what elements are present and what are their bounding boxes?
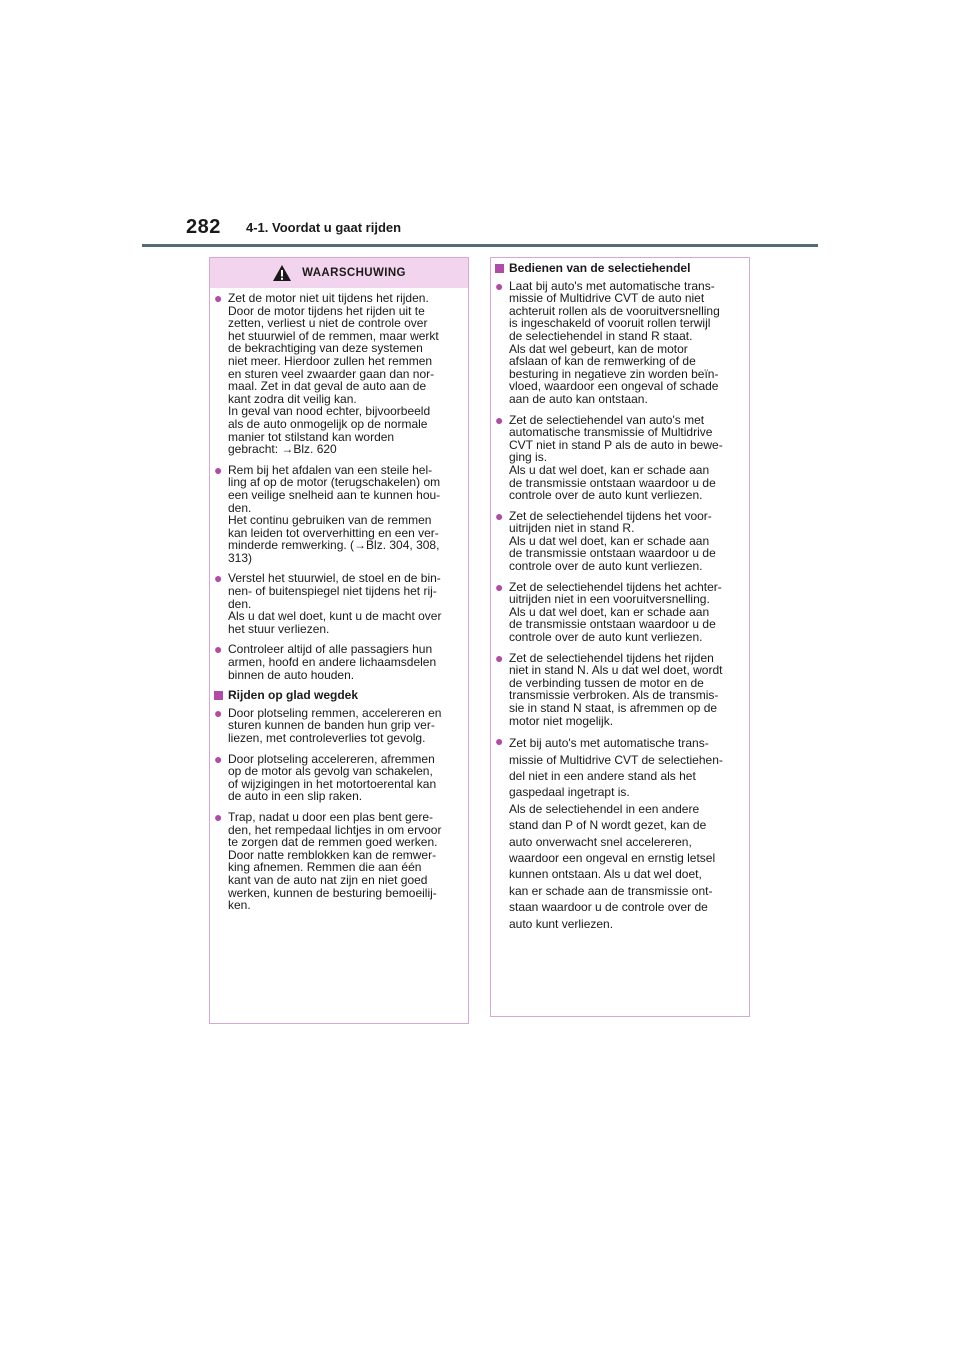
heading-text: Bedienen van de selectiehendel (509, 261, 691, 275)
list-item (214, 643, 460, 681)
item-text: Zet de selectiehendel tijdens het voor- uitrijden niet in stand R. Als u dat wel doet, kan er schade aan de transmissie ontstaan waardoor u de controle over de auto kunt verliezen. (509, 508, 716, 574)
item-text: Zet de selectiehendel tijdens het achter- uitrijden niet in een vooruitversnelling. Als u dat wel doet, kan er schade aan de transmissie ontstaan waardoor u de controle over de auto kunt verliezen. (509, 579, 722, 645)
list-item (495, 411, 741, 503)
item-text: Laat bij auto's met automatische trans- missie of Multidrive CVT de auto niet achteruit rollen als de vooruitversnelling is ingeschakeld of vooruit rollen terwijl de selectiehendel in stand R staat. Als dat wel gebeurt, kan de motor afslaan of kan de remwerking of de besturing in negatieve zin worden beïn- vloed, waardoor een ongeval of schade aan de auto kan ontstaan. (509, 278, 720, 406)
circle-bullet-icon: ● (214, 808, 223, 825)
page-number: 282 (186, 216, 221, 238)
heading-text: Rijden op glad wegdek (228, 688, 359, 703)
item-text: Controleer altijd of alle passagiers hun armen, hoofd en andere lichaamsdelen binnen de auto houden. (228, 642, 437, 682)
warning-title: WAARSCHUWING (302, 267, 406, 279)
warning-box (209, 257, 469, 1024)
circle-bullet-icon: ● (495, 649, 504, 666)
item-text: Trap, nadat u door een plas bent gere- den, het rempedaal lichtjes in om ervoor te zorgen dat de remmen goed werken. Door natte remblokken kan de remwer- king afnemen. Remmen die aan één kant van de auto nat zijn en niet goed werken, kunnen de besturing bemoeilij- ken. (228, 809, 442, 913)
circle-bullet-icon: ● (214, 290, 223, 306)
item-text: Door plotseling remmen, accelereren en sturen kunnen de banden hun grip ver- liezen, met controleverlies tot gevolg. (228, 705, 442, 745)
item-text: Zet bij auto's met automatische trans- missie of Multidrive CVT de selectiehen- del niet in een andere stand als het gaspedaal ingetrapt is. Als de selectiehendel in een andere stand dan P of N wordt gezet, kan de auto onverwacht snel accelereren, waardoor een ongeval en ernstig letsel kunnen ontstaan. Als u dat wel doet, kan er schade aan de transmissie ont- staan waardoor u de controle over de auto kunt verliezen. (509, 736, 723, 931)
circle-bullet-icon: ● (214, 570, 223, 587)
item-text: Zet de selectiehendel van auto's met automatische transmissie of Multidrive CVT niet in stand P als de auto in bewe- ging is. Als u dat wel doet, kan er schade aan de transmissie ontstaan waardoor u de controle over de auto kunt verliezen. (509, 412, 723, 503)
item-text: Door plotseling accelereren, afremmen op de motor als gevolg van schakelen, of wijzigingen in het motortoerental kan de auto in een slip raken. (228, 751, 437, 804)
list-item (495, 277, 741, 406)
circle-bullet-icon: ● (495, 507, 504, 524)
square-bullet-icon (214, 689, 228, 701)
warning-triangle-icon (272, 264, 292, 282)
circle-bullet-icon: ● (495, 578, 504, 595)
section-heading (495, 262, 741, 275)
item-text: Rem bij het afdalen van een steile hel- ling af op de motor (terugschakelen) om een veilige snelheid aan te kunnen hou- den. Het continu gebruiken van de remmen kan leiden tot oververhitting en een ver- minderde remwerking. (→Blz. 304, 308, 313) (228, 462, 441, 565)
list-item (495, 735, 741, 932)
square-bullet-icon (495, 262, 509, 274)
list-item (495, 649, 741, 728)
circle-bullet-icon: ● (495, 277, 504, 294)
section-heading (214, 689, 460, 702)
list-item (214, 704, 460, 745)
circle-bullet-icon: ● (495, 411, 504, 428)
shift-lever-box (490, 257, 750, 1017)
header-rule (142, 244, 818, 247)
warning-list (210, 288, 468, 912)
section-title: 4-1. Voordat u gaat rijden (246, 220, 402, 235)
circle-bullet-icon: ● (495, 733, 504, 750)
list-item (495, 578, 741, 645)
warning-header (210, 258, 468, 288)
item-text: Zet de selectiehendel tijdens het rijden niet in stand N. Als u dat wel doet, wordt de verbinding tussen de motor en de transmissie verbroken. Als de transmis- sie in stand N staat, is afremmen op de motor niet mogelijk. (509, 650, 723, 728)
circle-bullet-icon: ● (214, 704, 223, 721)
circle-bullet-icon: ● (214, 641, 223, 658)
list-item (214, 808, 460, 913)
list-item (214, 750, 460, 804)
item-text: Zet de motor niet uit tijdens het rijden. Door de motor tijdens het rijden uit te zetten, verliest u niet de controle over het stuurwiel of de remmen, maar werkt de bekrachtiging van deze systemen niet meer. Hierdoor zullen het remmen en sturen veel zwaarder gaan dan nor- maal. Zet in dat geval de auto aan de kant zodra dit veilig kan. In geval van nood echter, bijvoorbeeld als de auto onmogelijk op de normale manier tot stilstand kan worden gebracht: →Blz. 620 (228, 291, 439, 457)
list-item (214, 572, 460, 635)
circle-bullet-icon: ● (214, 461, 223, 478)
list-item (214, 292, 460, 456)
list-item (495, 507, 741, 574)
item-text: Verstel het stuurwiel, de stoel en de bin- nen- of buitenspiegel niet tijdens het rij- den. Als u dat wel doet, kunt u de macht over het stuur verliezen. (228, 571, 442, 636)
shift-lever-list (491, 258, 749, 932)
circle-bullet-icon: ● (214, 750, 223, 767)
list-item (214, 461, 460, 565)
